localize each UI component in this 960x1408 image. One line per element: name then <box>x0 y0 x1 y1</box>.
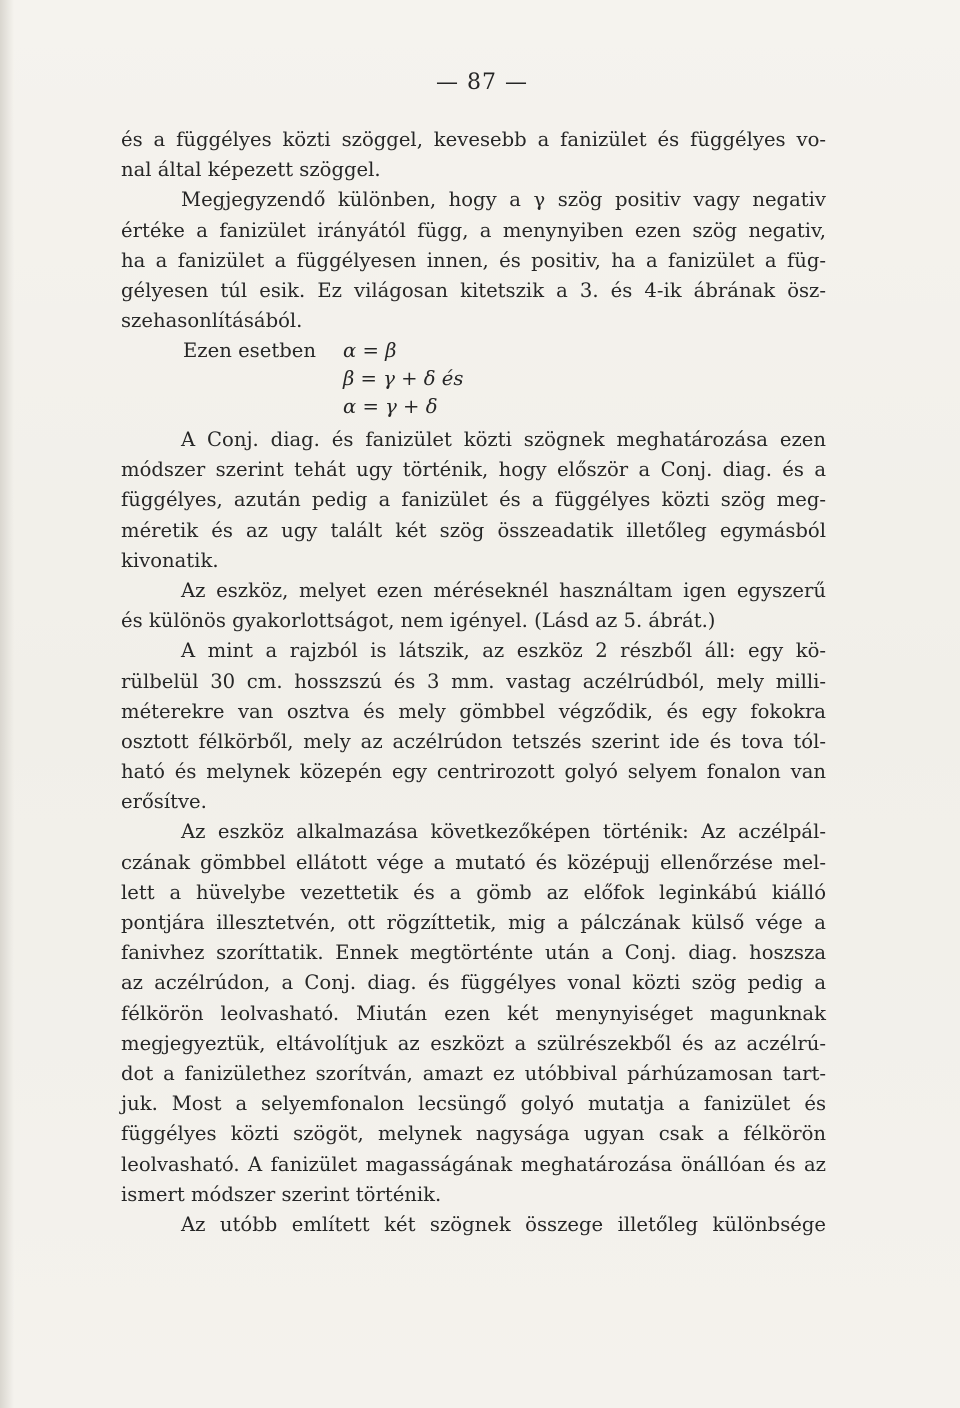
text-line: az aczélrúdon, a Conj. diag. és függélyes vonal közti szög pedig a <box>121 971 826 995</box>
formula-row <box>183 365 603 393</box>
text-line: fanivhez szoríttatik. Ennek megtörténte után a Conj. diag. hoszsza <box>121 941 826 965</box>
text-line: kivonatik. <box>121 548 219 572</box>
text-line: A Conj. diag. és fanizület közti szögnek meghatározása ezen <box>181 428 826 451</box>
formula-equation: α = β <box>343 339 397 362</box>
text-line: pontjára illesztetvén, ott rögzíttetik, mig a pálczának külső vége a <box>121 911 826 934</box>
text-block-top <box>121 125 826 336</box>
text-block-bottom <box>121 425 826 1240</box>
text-line: nal által képezett szöggel. <box>121 158 381 182</box>
text-line: értéke a fanizület irányától függ, a menynyiben ezen szög negativ, <box>121 218 826 242</box>
text-line: félkörön leolvasható. Miután ezen két menynyiséget magunknak <box>121 1001 826 1025</box>
text-line: Az utóbb említett két szögnek összege illetőleg különbsége <box>181 1212 826 1236</box>
text-line: juk. Most a selyemfonalon lecsüngő golyó mutatja a fanizület és <box>121 1092 826 1116</box>
text-line: Az eszköz, melyet ezen méréseknél használtam igen egyszerű <box>181 578 826 602</box>
text-line: erősítve. <box>121 790 207 814</box>
formula-label: Ezen esetben <box>183 339 316 362</box>
formula-row <box>183 337 603 365</box>
text-line: lett a hüvelybe vezettetik és a gömb az előfok leginkábú kiálló <box>121 880 826 904</box>
text-line: leolvasható. A fanizület magasságának meghatározása önállóan és az <box>121 1152 826 1176</box>
text-line: osztott félkörből, mely az aczélrúdon tetszés szerint ide és tova tól- <box>121 729 826 753</box>
text-line: szehasonlításából. <box>121 309 303 333</box>
text-line: ha a fanizület a függélyesen innen, és positiv, ha a fanizület a füg- <box>121 248 826 272</box>
text-line: megjegyeztük, eltávolítjuk az eszközt a szülrészekből és az aczélrú- <box>121 1031 826 1055</box>
text-line: függélyes közti szögöt, melynek nagysága ugyan csak a félkörön <box>121 1122 826 1146</box>
text-line: módszer szerint tehát ugy történik, hogy először a Conj. diag. és a <box>121 458 826 482</box>
text-line: ismert módszer szerint történik. <box>121 1182 442 1206</box>
text-line: gélyesen túl esik. Ez világosan kitetszik a 3. és 4-ik ábrának ösz- <box>121 278 826 302</box>
text-line: méterekre van osztva és mely gömbbel végződik, és egy fokokra <box>121 699 826 723</box>
formula-block <box>183 337 603 421</box>
text-line: rülbelül 30 cm. hosszszú és 3 mm. vastag aczélrúdból, mely milli- <box>121 669 826 693</box>
text-line: függélyes, azután pedig a fanizület és a függélyes közti szög meg- <box>121 488 826 512</box>
formula-equation: α = γ + δ <box>343 395 438 418</box>
formula-row <box>183 393 603 421</box>
text-line: ható és melynek közepén egy centrirozott golyó selyem fonalon van <box>121 760 826 784</box>
text-line: Megjegyzendő különben, hogy a γ szög positiv vagy negativ <box>181 188 826 212</box>
text-line: A mint a rajzból is látszik, az eszköz 2 részből áll: egy kö- <box>181 639 826 663</box>
text-line: Az eszköz alkalmazása következőképen történik: Az aczélpál- <box>181 820 826 844</box>
text-line: dot a fanizülethez szorítván, amazt ez utóbbival párhúzamosan tart- <box>121 1061 826 1085</box>
page-binding-shadow <box>0 0 14 1408</box>
text-line: és a függélyes közti szöggel, kevesebb a fanizület és függélyes vo- <box>121 128 826 151</box>
formula-equation: β = γ + δ és <box>343 367 464 390</box>
text-line: méretik és az ugy talált két szög összeadatik illetőleg egymásból <box>121 518 826 542</box>
text-line: és különös gyakorlottságot, nem igényel. (Lásd az 5. ábrát.) <box>121 609 716 633</box>
page-number: — 87 — <box>436 70 528 95</box>
text-line: czának gömbbel ellátott vége a mutató és középujj ellenőrzése mel- <box>121 850 826 874</box>
